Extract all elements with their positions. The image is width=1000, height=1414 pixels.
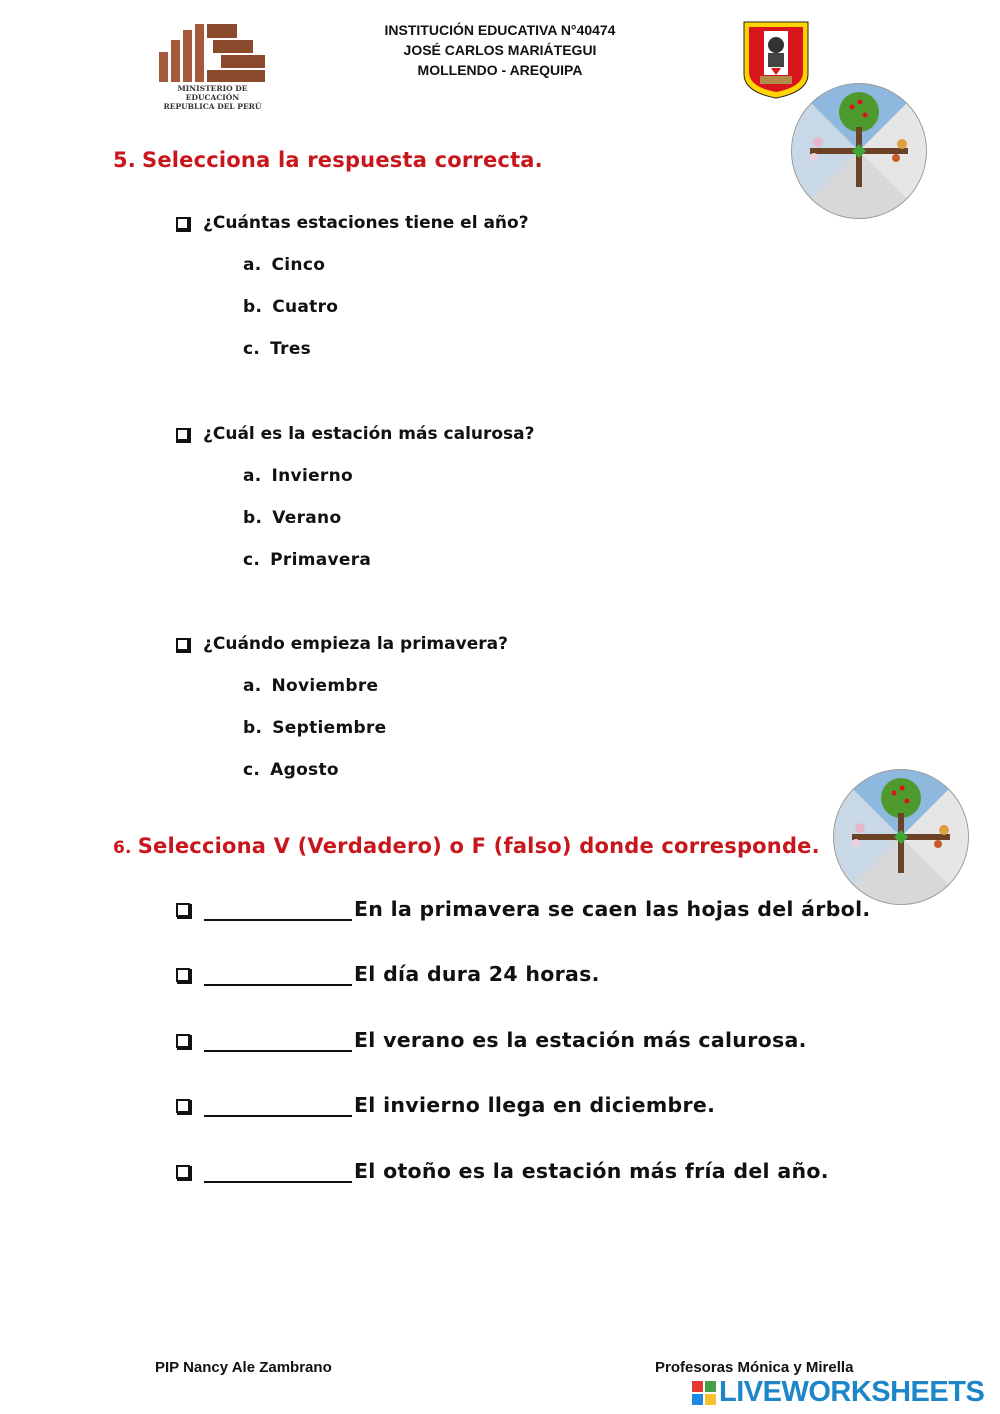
question-3 xyxy=(176,634,508,654)
answer-blank-4[interactable] xyxy=(204,1095,352,1117)
institution-header xyxy=(330,20,670,80)
school-location: MOLLENDO - AREQUIPA xyxy=(417,62,583,78)
answer-blank-1[interactable] xyxy=(204,899,352,921)
checkbox-bullet-icon xyxy=(176,217,189,230)
question-1-option-c[interactable]: c. Tres xyxy=(243,339,312,359)
section-5-title xyxy=(113,148,543,172)
question-1-option-a[interactable]: a. Cinco xyxy=(243,255,326,275)
liveworksheets-wordmark: LIVEWORKSHEETS xyxy=(719,1376,985,1408)
checkbox-bullet-icon xyxy=(176,1165,190,1179)
footer-teachers: Profesoras Mónica y Mirella xyxy=(655,1359,854,1376)
school-name: JOSÉ CARLOS MARIÁTEGUI xyxy=(403,42,597,58)
question-text: ¿Cuándo empieza la primavera? xyxy=(203,634,508,654)
true-false-item-2 xyxy=(176,962,600,986)
footer-author: PIP Nancy Ale Zambrano xyxy=(155,1359,332,1376)
true-false-item-3 xyxy=(176,1028,807,1052)
question-2-option-a[interactable]: a. Invierno xyxy=(243,466,353,486)
section-5-number: 5. xyxy=(113,148,136,172)
seasons-wheel-image xyxy=(790,82,928,220)
true-false-item-1 xyxy=(176,897,870,921)
institution-name: INSTITUCIÓN EDUCATIVA N°40474 xyxy=(384,22,616,38)
statement-text: El invierno llega en diciembre. xyxy=(354,1093,716,1117)
checkbox-bullet-icon xyxy=(176,428,189,441)
checkbox-bullet-icon xyxy=(176,903,190,917)
checkbox-bullet-icon xyxy=(176,968,190,982)
question-text: ¿Cuántas estaciones tiene el año? xyxy=(203,213,529,233)
liveworksheets-brand[interactable] xyxy=(692,1376,984,1409)
checkbox-bullet-icon xyxy=(176,638,189,651)
section-6-number: 6. xyxy=(113,838,132,858)
question-3-option-b[interactable]: b. Septiembre xyxy=(243,718,387,738)
question-2 xyxy=(176,424,535,444)
liveworksheets-logo-icon xyxy=(692,1381,716,1405)
seasons-wheel-image xyxy=(832,768,970,906)
checkbox-bullet-icon xyxy=(176,1034,190,1048)
question-3-option-a[interactable]: a. Noviembre xyxy=(243,676,379,696)
answer-blank-3[interactable] xyxy=(204,1030,352,1052)
true-false-item-5 xyxy=(176,1159,829,1183)
question-2-option-b[interactable]: b. Verano xyxy=(243,508,342,528)
statement-text: El verano es la estación más calurosa. xyxy=(354,1028,807,1052)
question-text: ¿Cuál es la estación más calurosa? xyxy=(203,424,535,444)
section-5-instruction: Selecciona la respuesta correcta. xyxy=(142,148,543,172)
statement-text: En la primavera se caen las hojas del árbol. xyxy=(354,897,871,921)
checkbox-bullet-icon xyxy=(176,1099,190,1113)
question-3-option-c[interactable]: c. Agosto xyxy=(243,760,339,780)
question-1-option-b[interactable]: b. Cuatro xyxy=(243,297,339,317)
answer-blank-2[interactable] xyxy=(204,964,352,986)
true-false-item-4 xyxy=(176,1093,715,1117)
section-6-title xyxy=(113,834,820,858)
ministry-name: MINISTERIO DE EDUCACIÓN REPUBLICA DEL PERÚ xyxy=(163,84,262,111)
question-2-option-c[interactable]: c. Primavera xyxy=(243,550,372,570)
section-6-instruction: Selecciona V (Verdadero) o F (falso) donde corresponde. xyxy=(137,834,820,858)
answer-blank-5[interactable] xyxy=(204,1161,352,1183)
statement-text: El otoño es la estación más fría del año. xyxy=(354,1159,829,1183)
statement-text: El día dura 24 horas. xyxy=(354,962,600,986)
question-1 xyxy=(176,213,529,233)
